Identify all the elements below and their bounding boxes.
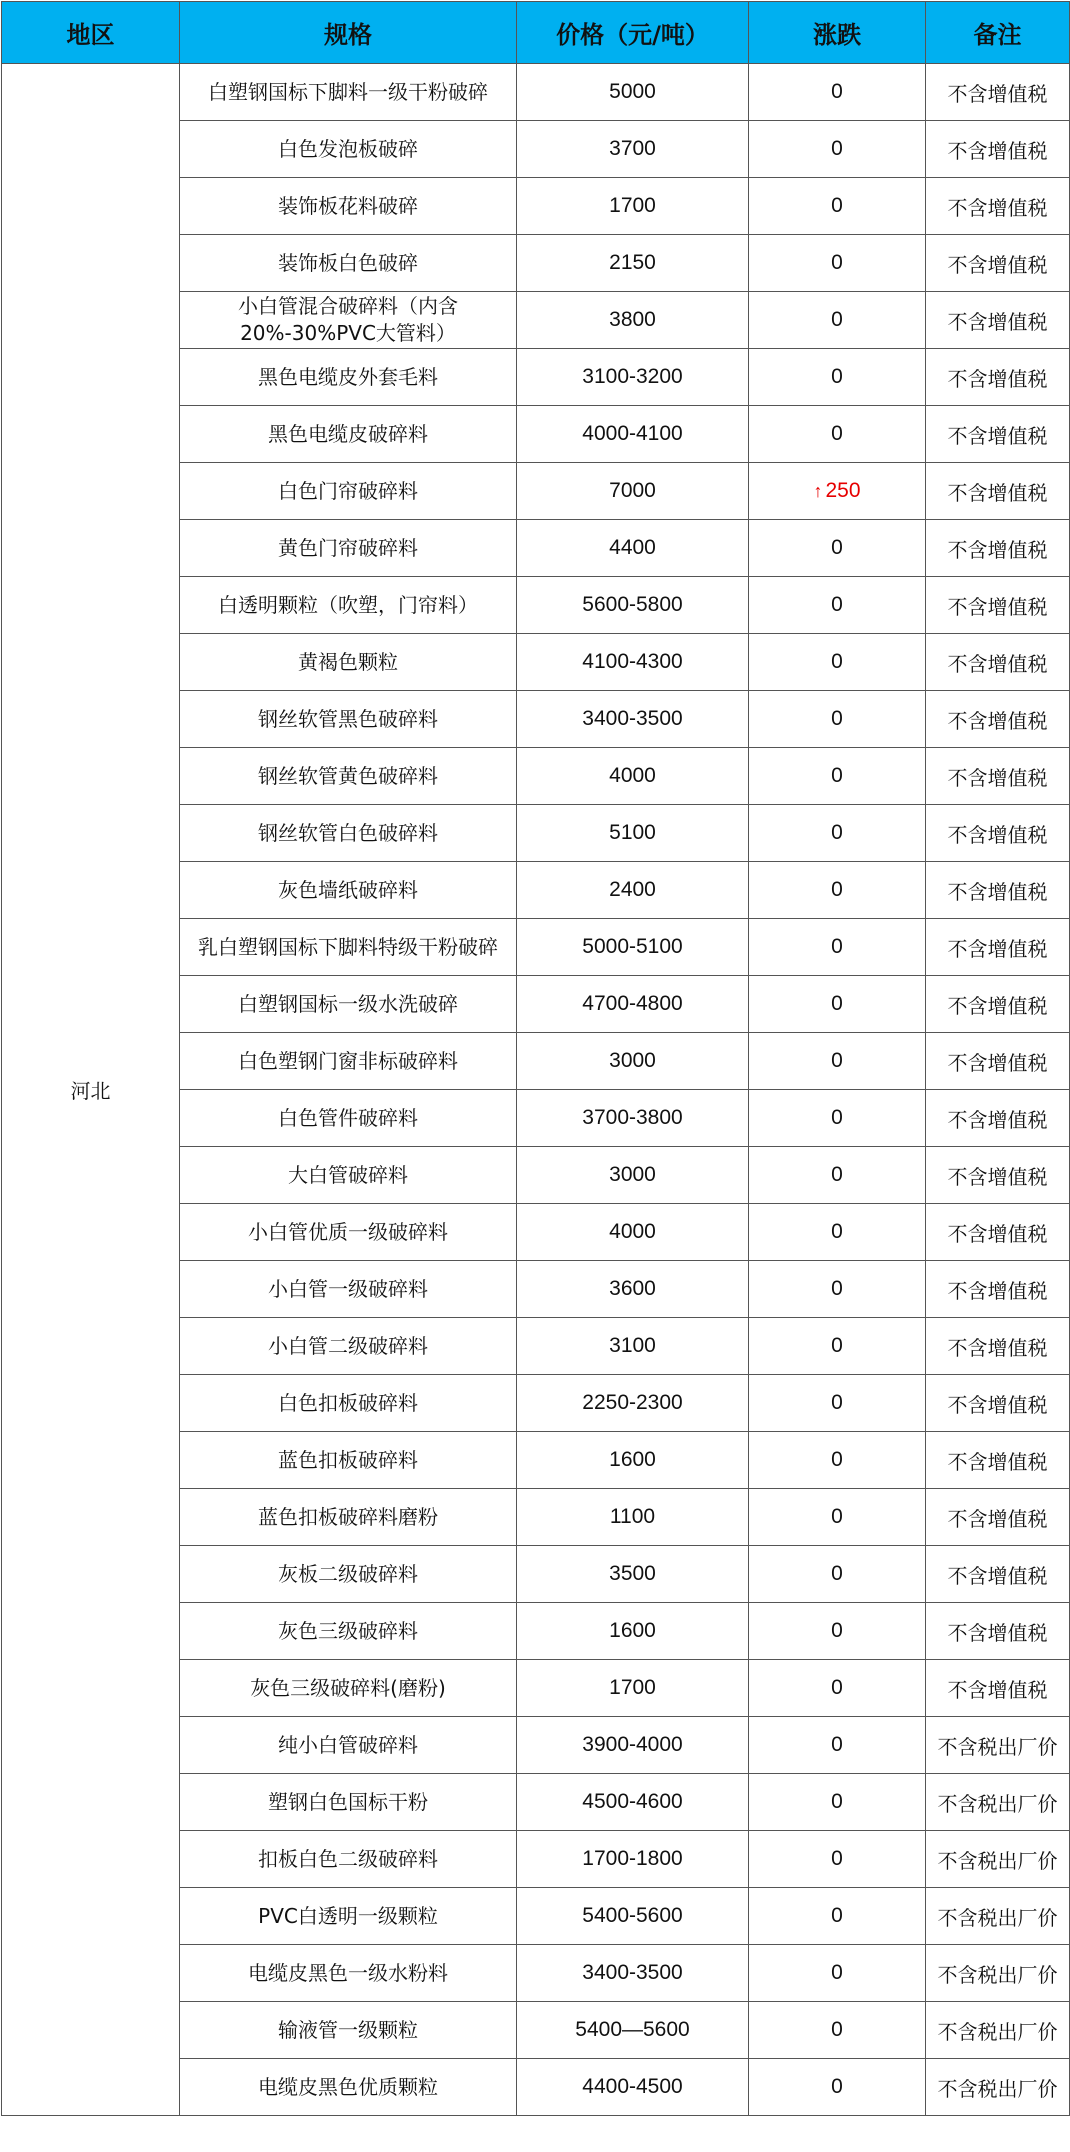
spec-cell: 白塑钢国标一级水洗破碎 [180,976,517,1033]
change-cell: 0 [749,1489,926,1546]
remark-cell: 不含增值税 [926,1603,1070,1660]
remark-cell: 不含税出厂价 [926,1945,1070,2002]
change-cell: 0 [749,1888,926,1945]
price-cell: 2400 [517,862,749,919]
price-cell: 7000 [517,463,749,520]
remark-cell: 不含增值税 [926,1660,1070,1717]
spec-cell: 白色门帘破碎料 [180,463,517,520]
change-cell: 0 [749,1147,926,1204]
change-cell: 0 [749,1318,926,1375]
spec-cell: 小白管优质一级破碎料 [180,1204,517,1261]
remark-cell: 不含增值税 [926,1489,1070,1546]
price-cell: 3400-3500 [517,691,749,748]
price-cell: 3500 [517,1546,749,1603]
spec-cell: 蓝色扣板破碎料磨粉 [180,1489,517,1546]
spec-cell: 装饰板白色破碎 [180,235,517,292]
remark-cell: 不含税出厂价 [926,1888,1070,1945]
price-table-container [1,1,1069,2116]
change-cell: 0 [749,1945,926,2002]
table-row [2,64,1070,121]
price-cell: 1600 [517,1432,749,1489]
change-cell: 0 [749,121,926,178]
spec-cell: 电缆皮黑色优质颗粒 [180,2059,517,2116]
price-cell: 3900-4000 [517,1717,749,1774]
spec-cell: 黑色电缆皮外套毛料 [180,349,517,406]
remark-cell: 不含增值税 [926,1546,1070,1603]
spec-cell: 乳白塑钢国标下脚料特级干粉破碎 [180,919,517,976]
price-cell: 1700 [517,178,749,235]
spec-cell: 黑色电缆皮破碎料 [180,406,517,463]
remark-cell: 不含税出厂价 [926,1717,1070,1774]
remark-cell: 不含增值税 [926,1318,1070,1375]
remark-cell: 不含增值税 [926,1147,1070,1204]
spec-cell: 灰板二级破碎料 [180,1546,517,1603]
price-cell: 2250-2300 [517,1375,749,1432]
change-value: 250 [825,479,861,502]
price-cell: 4500-4600 [517,1774,749,1831]
spec-cell: 装饰板花料破碎 [180,178,517,235]
remark-cell: 不含增值税 [926,520,1070,577]
change-cell: 0 [749,64,926,121]
change-cell: 0 [749,1375,926,1432]
remark-cell: 不含增值税 [926,349,1070,406]
spec-cell: 小白管一级破碎料 [180,1261,517,1318]
change-cell: 0 [749,349,926,406]
price-cell: 3100-3200 [517,349,749,406]
remark-cell: 不含增值税 [926,805,1070,862]
spec-cell: 电缆皮黑色一级水粉料 [180,1945,517,2002]
header-price: 价格（元/吨） [517,2,749,64]
header-change: 涨跌 [749,2,926,64]
change-cell: 0 [749,748,926,805]
price-cell: 3000 [517,1147,749,1204]
change-cell: 0 [749,691,926,748]
price-cell: 3800 [517,292,749,349]
price-cell: 1700-1800 [517,1831,749,1888]
price-cell: 5100 [517,805,749,862]
change-cell: 0 [749,1033,926,1090]
change-cell [749,463,926,520]
price-cell: 4700-4800 [517,976,749,1033]
spec-cell: 大白管破碎料 [180,1147,517,1204]
price-cell: 4100-4300 [517,634,749,691]
price-cell: 4400-4500 [517,2059,749,2116]
remark-cell: 不含增值税 [926,463,1070,520]
price-cell: 5000 [517,64,749,121]
change-cell: 0 [749,1546,926,1603]
change-cell: 0 [749,976,926,1033]
remark-cell: 不含增值税 [926,178,1070,235]
up-arrow-icon: ↑ [813,481,823,501]
change-cell: 0 [749,1774,926,1831]
spec-cell: 灰色三级破碎料 [180,1603,517,1660]
remark-cell: 不含增值税 [926,691,1070,748]
price-cell: 3700-3800 [517,1090,749,1147]
remark-cell: 不含增值税 [926,1204,1070,1261]
remark-cell: 不含增值税 [926,121,1070,178]
remark-cell: 不含增值税 [926,1261,1070,1318]
spec-cell: 塑钢白色国标干粉 [180,1774,517,1831]
spec-cell: 黄褐色颗粒 [180,634,517,691]
remark-cell: 不含增值税 [926,1090,1070,1147]
remark-cell: 不含增值税 [926,748,1070,805]
change-cell: 0 [749,1603,926,1660]
change-cell: 0 [749,634,926,691]
price-cell: 4000 [517,748,749,805]
spec-cell: 灰色墙纸破碎料 [180,862,517,919]
remark-cell: 不含增值税 [926,862,1070,919]
remark-cell: 不含税出厂价 [926,1831,1070,1888]
spec-cell: 小白管二级破碎料 [180,1318,517,1375]
change-cell: 0 [749,1432,926,1489]
table-header [2,2,1070,64]
price-cell: 4400 [517,520,749,577]
price-cell: 2150 [517,235,749,292]
spec-cell: 白色扣板破碎料 [180,1375,517,1432]
spec-cell: 白色发泡板破碎 [180,121,517,178]
price-cell: 1700 [517,1660,749,1717]
header-spec: 规格 [180,2,517,64]
spec-cell: 白塑钢国标下脚料一级干粉破碎 [180,64,517,121]
spec-cell: 白色塑钢门窗非标破碎料 [180,1033,517,1090]
price-cell: 3400-3500 [517,1945,749,2002]
spec-cell: 扣板白色二级破碎料 [180,1831,517,1888]
header-remark: 备注 [926,2,1070,64]
remark-cell: 不含增值税 [926,976,1070,1033]
spec-cell: 钢丝软管黑色破碎料 [180,691,517,748]
change-cell: 0 [749,2059,926,2116]
price-cell: 5000-5100 [517,919,749,976]
change-cell: 0 [749,919,926,976]
price-cell: 5400—5600 [517,2002,749,2059]
table-body [2,64,1070,2116]
spec-cell: 蓝色扣板破碎料 [180,1432,517,1489]
spec-cell: 钢丝软管白色破碎料 [180,805,517,862]
change-cell: 0 [749,805,926,862]
price-cell: 1100 [517,1489,749,1546]
spec-cell: 小白管混合破碎料（内含20%-30%PVC大管料） [180,292,517,349]
spec-cell: 白色管件破碎料 [180,1090,517,1147]
spec-cell: 黄色门帘破碎料 [180,520,517,577]
header-row [2,2,1070,64]
remark-cell: 不含增值税 [926,1432,1070,1489]
change-cell: 0 [749,406,926,463]
spec-cell: PVC白透明一级颗粒 [180,1888,517,1945]
spec-cell: 输液管一级颗粒 [180,2002,517,2059]
spec-cell: 白透明颗粒（吹塑，门帘料） [180,577,517,634]
remark-cell: 不含增值税 [926,235,1070,292]
change-cell: 0 [749,2002,926,2059]
change-cell: 0 [749,1261,926,1318]
price-cell: 3600 [517,1261,749,1318]
price-cell: 3000 [517,1033,749,1090]
price-cell: 5600-5800 [517,577,749,634]
change-cell: 0 [749,862,926,919]
price-cell: 4000-4100 [517,406,749,463]
change-cell: 0 [749,520,926,577]
remark-cell: 不含增值税 [926,1033,1070,1090]
remark-cell: 不含增值税 [926,292,1070,349]
change-cell: 0 [749,292,926,349]
remark-cell: 不含税出厂价 [926,2002,1070,2059]
remark-cell: 不含增值税 [926,634,1070,691]
remark-cell: 不含增值税 [926,919,1070,976]
header-region: 地区 [2,2,180,64]
price-table [1,1,1070,2116]
change-cell: 0 [749,235,926,292]
change-cell: 0 [749,1717,926,1774]
change-cell: 0 [749,178,926,235]
change-cell: 0 [749,1831,926,1888]
remark-cell: 不含增值税 [926,406,1070,463]
remark-cell: 不含税出厂价 [926,1774,1070,1831]
spec-cell: 纯小白管破碎料 [180,1717,517,1774]
remark-cell: 不含税出厂价 [926,2059,1070,2116]
change-cell: 0 [749,1090,926,1147]
change-cell: 0 [749,1660,926,1717]
price-cell: 3100 [517,1318,749,1375]
remark-cell: 不含增值税 [926,577,1070,634]
change-cell: 0 [749,1204,926,1261]
spec-cell: 灰色三级破碎料(磨粉) [180,1660,517,1717]
change-cell: 0 [749,577,926,634]
price-cell: 4000 [517,1204,749,1261]
region-cell: 河北 [2,64,180,2116]
remark-cell: 不含增值税 [926,1375,1070,1432]
spec-cell: 钢丝软管黄色破碎料 [180,748,517,805]
price-cell: 5400-5600 [517,1888,749,1945]
price-cell: 1600 [517,1603,749,1660]
price-cell: 3700 [517,121,749,178]
remark-cell: 不含增值税 [926,64,1070,121]
